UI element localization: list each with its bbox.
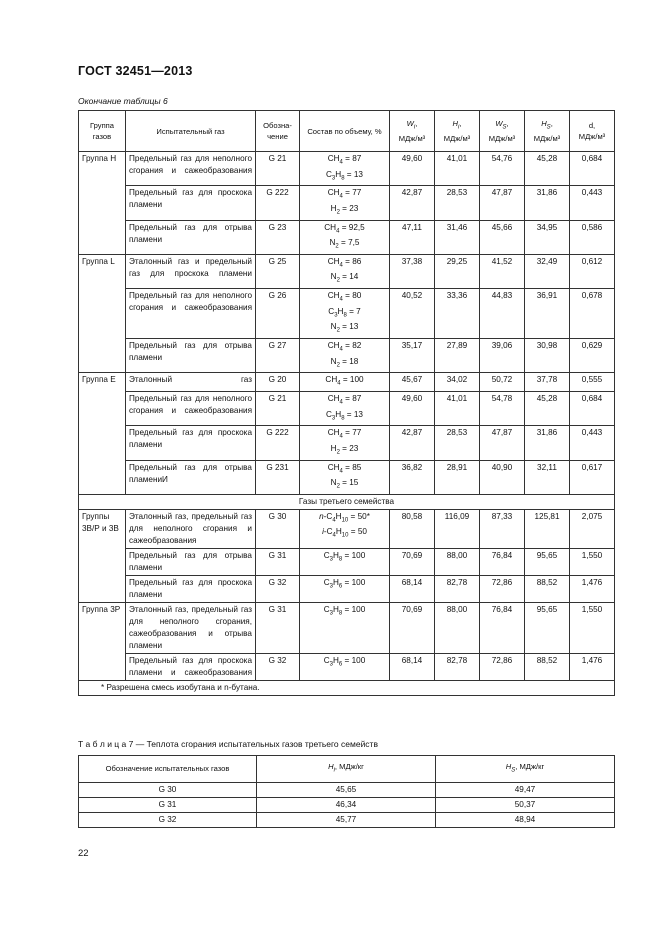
d-cell: 0,678: [570, 289, 615, 339]
composition-cell: $C_3H_8 = 100$: [300, 602, 390, 653]
col-group: Группа газов: [79, 111, 126, 152]
ws-cell: 72,86: [480, 653, 525, 680]
composition-cell: $CH_4 = 87$ $C_3H_8 = 13$: [300, 152, 390, 186]
hi-cell: 45,65: [257, 783, 436, 798]
hi-cell: 33,36: [435, 289, 480, 339]
group-cell: Группы 3В/Р и 3В: [79, 509, 126, 602]
hs-cell: 88,52: [525, 575, 570, 602]
code-cell: G 25: [256, 254, 300, 288]
wi-cell: 49,60: [390, 391, 435, 425]
hi-cell: 28,53: [435, 426, 480, 460]
group-cell: Группа L: [79, 254, 126, 372]
composition-cell: $C_3H_6 = 100$: [300, 575, 390, 602]
page-number: 22: [78, 848, 89, 859]
composition-cell: $CH_4 = 85$ $N_2 = 15$: [300, 460, 390, 494]
gas-cell: Предельный газ для отрыва пламениИ: [126, 460, 256, 494]
footnote: * Разрешена смесь изобутана и n-бутана.: [79, 680, 615, 695]
hs-cell: 48,94: [436, 813, 615, 828]
hs-cell: 88,52: [525, 653, 570, 680]
hs-cell: 32,49: [525, 254, 570, 288]
gas-cell: Предельный газ для проскока пламени: [126, 426, 256, 460]
hs-cell: 95,65: [525, 548, 570, 575]
d-cell: 1,476: [570, 653, 615, 680]
d-cell: 1,550: [570, 548, 615, 575]
ws-cell: 87,33: [480, 509, 525, 548]
table-header-row: [79, 111, 615, 152]
ws-cell: 47,87: [480, 186, 525, 220]
col-d: d, МДж/м³: [570, 111, 615, 152]
hs-cell: 36,91: [525, 289, 570, 339]
table-row: [79, 509, 615, 548]
col-hi: $H_i$, МДж/м³: [435, 111, 480, 152]
gas-cell: Эталонный газ, предельный газ для неполного сгорания и сажеобразования: [126, 509, 256, 548]
table-row: [79, 602, 615, 653]
wi-cell: 35,17: [390, 339, 435, 373]
table-continuation-label: Окончание таблицы 6: [78, 96, 168, 106]
gas-cell: Эталонный газ и предельный газ для проскока пламени: [126, 254, 256, 288]
hi-cell: 45,77: [257, 813, 436, 828]
table-row: [79, 254, 615, 288]
ws-cell: 47,87: [480, 426, 525, 460]
ws-cell: 41,52: [480, 254, 525, 288]
hi-cell: 88,00: [435, 602, 480, 653]
col-ws: $W_S$, МДж/м³: [480, 111, 525, 152]
code-cell: G 30: [256, 509, 300, 548]
col-hi: $H_i$, МДж/кг: [257, 756, 436, 783]
gas-cell: Предельный газ для отрыва пламени: [126, 339, 256, 373]
ws-cell: 54,76: [480, 152, 525, 186]
d-cell: 0,617: [570, 460, 615, 494]
table-row: [79, 220, 615, 254]
wi-cell: 40,52: [390, 289, 435, 339]
col-hs: $H_S$, МДж/кг: [436, 756, 615, 783]
code-cell: G 222: [256, 426, 300, 460]
d-cell: 0,443: [570, 426, 615, 460]
section-row: [79, 494, 615, 509]
gas-cell: Предельный газ для отрыва пламени: [126, 548, 256, 575]
gas-cell: Предельный газ для проскока пламени: [126, 575, 256, 602]
ws-cell: 76,84: [480, 602, 525, 653]
hi-cell: 82,78: [435, 575, 480, 602]
table-row: [79, 426, 615, 460]
hi-cell: 41,01: [435, 391, 480, 425]
hi-cell: 82,78: [435, 653, 480, 680]
hi-cell: 28,91: [435, 460, 480, 494]
hi-cell: 116,09: [435, 509, 480, 548]
ws-cell: 45,66: [480, 220, 525, 254]
wi-cell: 70,69: [390, 602, 435, 653]
d-cell: 0,555: [570, 373, 615, 392]
composition-cell: $CH_4 = 77$ $H_2 = 23$: [300, 426, 390, 460]
hi-cell: 28,53: [435, 186, 480, 220]
hs-cell: 45,28: [525, 391, 570, 425]
composition-cell: $C_3H_6 = 100$: [300, 653, 390, 680]
table-row: [79, 783, 615, 798]
col-wi: $W_i$, МДж/м³: [390, 111, 435, 152]
ws-cell: 40,90: [480, 460, 525, 494]
wi-cell: 68,14: [390, 653, 435, 680]
ws-cell: 39,06: [480, 339, 525, 373]
gas-cell: Эталонный газ: [126, 373, 256, 392]
wi-cell: 47,11: [390, 220, 435, 254]
footnote-row: [79, 680, 615, 695]
col-composition: Состав по объему, %: [300, 111, 390, 152]
d-cell: 0,629: [570, 339, 615, 373]
table-row: [79, 339, 615, 373]
code-cell: G 222: [256, 186, 300, 220]
composition-cell: $CH_4 = 100$: [300, 373, 390, 392]
code-cell: G 20: [256, 373, 300, 392]
table-row: [79, 391, 615, 425]
code-cell: G 31: [79, 798, 257, 813]
hi-cell: 27,89: [435, 339, 480, 373]
composition-cell: $CH_4 = 82$ $N_2 = 18$: [300, 339, 390, 373]
d-cell: 0,612: [570, 254, 615, 288]
ws-cell: 54,78: [480, 391, 525, 425]
gas-cell: Эталонный газ, предельный газ для неполного сгорания, сажеобразования и отрыва пламени: [126, 602, 256, 653]
d-cell: 0,684: [570, 152, 615, 186]
table-7-caption: Т а б л и ц а 7 — Теплота сгорания испытательных газов третьего семейств: [78, 739, 378, 749]
hs-cell: 31,86: [525, 186, 570, 220]
wi-cell: 45,67: [390, 373, 435, 392]
gas-cell: Предельный газ для проскока пламени: [126, 186, 256, 220]
table-row: [79, 152, 615, 186]
hs-cell: 37,78: [525, 373, 570, 392]
code-cell: G 231: [256, 460, 300, 494]
col-code: Обозначение испытательных газов: [79, 756, 257, 783]
wi-cell: 36,82: [390, 460, 435, 494]
hs-cell: 125,81: [525, 509, 570, 548]
hs-cell: 95,65: [525, 602, 570, 653]
group-cell: Группа E: [79, 373, 126, 494]
table-row: [79, 548, 615, 575]
composition-cell: $C_3H_8 = 100$: [300, 548, 390, 575]
code-cell: G 32: [256, 653, 300, 680]
hs-cell: 45,28: [525, 152, 570, 186]
d-cell: 1,476: [570, 575, 615, 602]
gas-cell: Предельный газ для отрыва пламени: [126, 220, 256, 254]
hs-cell: 30,98: [525, 339, 570, 373]
hs-cell: 31,86: [525, 426, 570, 460]
wi-cell: 70,69: [390, 548, 435, 575]
table-row: [79, 373, 615, 392]
hi-cell: 29,25: [435, 254, 480, 288]
hi-cell: 41,01: [435, 152, 480, 186]
d-cell: 2,075: [570, 509, 615, 548]
code-cell: G 32: [256, 575, 300, 602]
table-row: [79, 813, 615, 828]
wi-cell: 37,38: [390, 254, 435, 288]
table-row: [79, 186, 615, 220]
wi-cell: 68,14: [390, 575, 435, 602]
code-cell: G 31: [256, 602, 300, 653]
col-gas: Испытательный газ: [126, 111, 256, 152]
hi-cell: 88,00: [435, 548, 480, 575]
ws-cell: 44,83: [480, 289, 525, 339]
table-row: [79, 798, 615, 813]
table-7: [78, 755, 615, 828]
hi-cell: 31,46: [435, 220, 480, 254]
d-cell: 0,443: [570, 186, 615, 220]
code-cell: G 30: [79, 783, 257, 798]
wi-cell: 49,60: [390, 152, 435, 186]
code-cell: G 21: [256, 391, 300, 425]
d-cell: 0,684: [570, 391, 615, 425]
gas-cell: Предельный газ для неполного сгорания и сажеобразования: [126, 391, 256, 425]
composition-cell: $CH_4 = 80$ $C_3H_8 = 7$ $N_2 = 13$: [300, 289, 390, 339]
table-row: [79, 653, 615, 680]
code-cell: G 21: [256, 152, 300, 186]
code-cell: G 23: [256, 220, 300, 254]
composition-cell: $CH_4 = 92,5$ $N_2 = 7,5$: [300, 220, 390, 254]
group-cell: Группа 3Р: [79, 602, 126, 680]
table-header-row: [79, 756, 615, 783]
hs-cell: 32,11: [525, 460, 570, 494]
ws-cell: 76,84: [480, 548, 525, 575]
section-title: Газы третьего семейства: [79, 494, 615, 509]
composition-cell: $CH_4 = 86$ $N_2 = 14$: [300, 254, 390, 288]
table-6: [78, 110, 615, 696]
table-row: [79, 289, 615, 339]
hs-cell: 49,47: [436, 783, 615, 798]
col-hs: $H_S$, МДж/м³: [525, 111, 570, 152]
hi-cell: 46,34: [257, 798, 436, 813]
table-row: [79, 575, 615, 602]
wi-cell: 42,87: [390, 186, 435, 220]
gas-cell: Предельный газ для проскока пламени и сажеобразования: [126, 653, 256, 680]
wi-cell: 42,87: [390, 426, 435, 460]
ws-cell: 72,86: [480, 575, 525, 602]
group-cell: Группа H: [79, 152, 126, 255]
gas-cell: Предельный газ для неполного сгорания и сажеобразования: [126, 289, 256, 339]
code-cell: G 31: [256, 548, 300, 575]
d-cell: 0,586: [570, 220, 615, 254]
table-row: [79, 460, 615, 494]
code-cell: G 26: [256, 289, 300, 339]
composition-cell: $CH_4 = 77$ $H_2 = 23$: [300, 186, 390, 220]
wi-cell: 80,58: [390, 509, 435, 548]
code-cell: G 27: [256, 339, 300, 373]
hs-cell: 50,37: [436, 798, 615, 813]
composition-cell: $n-C_4H_{10} = 50*$ $i-C_4H_{10} = 50$: [300, 509, 390, 548]
col-code: Обозна-чение: [256, 111, 300, 152]
code-cell: G 32: [79, 813, 257, 828]
composition-cell: $CH_4 = 87$ $C_3H_8 = 13$: [300, 391, 390, 425]
hi-cell: 34,02: [435, 373, 480, 392]
gas-cell: Предельный газ для неполного сгорания и сажеобразования: [126, 152, 256, 186]
document-header: ГОСТ 32451—2013: [78, 64, 193, 78]
hs-cell: 34,95: [525, 220, 570, 254]
ws-cell: 50,72: [480, 373, 525, 392]
d-cell: 1,550: [570, 602, 615, 653]
